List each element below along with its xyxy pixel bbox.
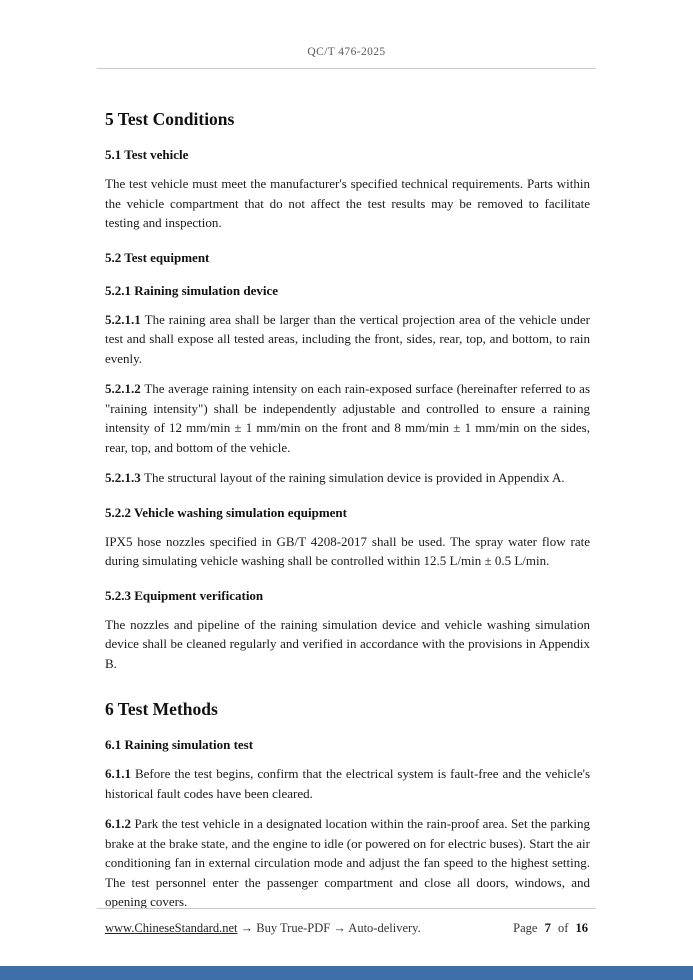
paragraph: 6.1.2 Park the test vehicle in a designated location within the rain-proof area. Set the parking brake at the brake state, and the engine to idle (or powered on for electric buses). Start the air conditioning fan in external circulation mode and adjust the fan speed to the highest setting. The test personnel enter the passenger compartment and close all doors, windows, and opening covers. — [105, 816, 591, 909]
section-heading: 5.2.3 Equipment verification — [105, 587, 264, 603]
section-heading: 5.2.1 Raining simulation device — [105, 282, 278, 298]
footer-divider — [97, 908, 596, 909]
paragraph-number: 6.1.1 — [105, 766, 135, 781]
section-heading: 5.2.2 Vehicle washing simulation equipment — [105, 504, 347, 520]
paragraph: 6.1.1 Before the test begins, confirm that the electrical system is fault-free and the vehicle's historical fault codes have been cleared. — [105, 766, 591, 801]
chapter-heading: 6 Test Methods — [105, 699, 218, 719]
paragraph: The test vehicle must meet the manufacturer's specified technical requirements. Parts within the vehicle compartment that do not affect the test results may be removed to facilitate testing and inspection. — [105, 176, 590, 230]
of-label: of — [557, 921, 569, 935]
paragraph-number: 5.2.1.1 — [105, 311, 145, 327]
paragraph-number: 5.2.1.3 — [105, 470, 144, 485]
paragraph-number: 6.1.2 — [105, 816, 135, 831]
paragraph: 5.2.1.2 The average raining intensity on each rain-exposed surface (hereinafter referred to as "raining intensity") shall be independently adjustable and controlled to ensure a raining intensity of 12 mm/min ± 1 mm/min on the front and 8 mm/min ± 1 mm/min on the sides, rear, top, and bottom of the vehicle. — [105, 381, 590, 455]
section-heading: 6.1 Raining simulation test — [105, 737, 254, 752]
paragraph: IPX5 hose nozzles specified in GB/T 4208-2017 shall be used. The spray water flow rate during simulating vehicle washing shall be controlled within 12.5 L/min ± 0.5 L/min. — [105, 533, 590, 568]
page-number-indicator — [511, 921, 590, 936]
total-page-number: 16 — [575, 921, 588, 935]
document-body — [0, 69, 693, 912]
header-standard-number: QC/T 476-2025 — [307, 46, 386, 58]
page-label: Page — [513, 921, 538, 935]
section-heading: 5.1 Test vehicle — [105, 147, 189, 162]
footer-website-link[interactable]: www.ChineseStandard.net — [105, 921, 238, 935]
paragraph: 5.2.1.3 The structural layout of the raining simulation device is provided in Appendix A. — [105, 470, 565, 485]
page-header — [0, 0, 693, 69]
chapter-heading: 5 Test Conditions — [105, 109, 235, 129]
footer-delivery-text: → Buy True-PDF → Auto-delivery. — [237, 921, 421, 935]
page-footer — [0, 908, 693, 980]
paragraph: 5.2.1.1 The raining area shall be larger than the vertical projection area of the vehicle under test and shall expose all tested areas, including the front, sides, rear, top, and bottom, to rain evenly. — [105, 311, 591, 366]
paragraph: The nozzles and pipeline of the raining simulation device and vehicle washing simulation device shall be cleaned regularly and verified in accordance with the provisions in Appendix B. — [105, 616, 590, 671]
current-page-number: 7 — [544, 921, 551, 935]
section-heading: 5.2 Test equipment — [105, 249, 210, 265]
paragraph-number: 5.2.1.2 — [105, 381, 145, 396]
bottom-blue-bar — [0, 966, 693, 980]
footer-source-line — [105, 921, 421, 936]
